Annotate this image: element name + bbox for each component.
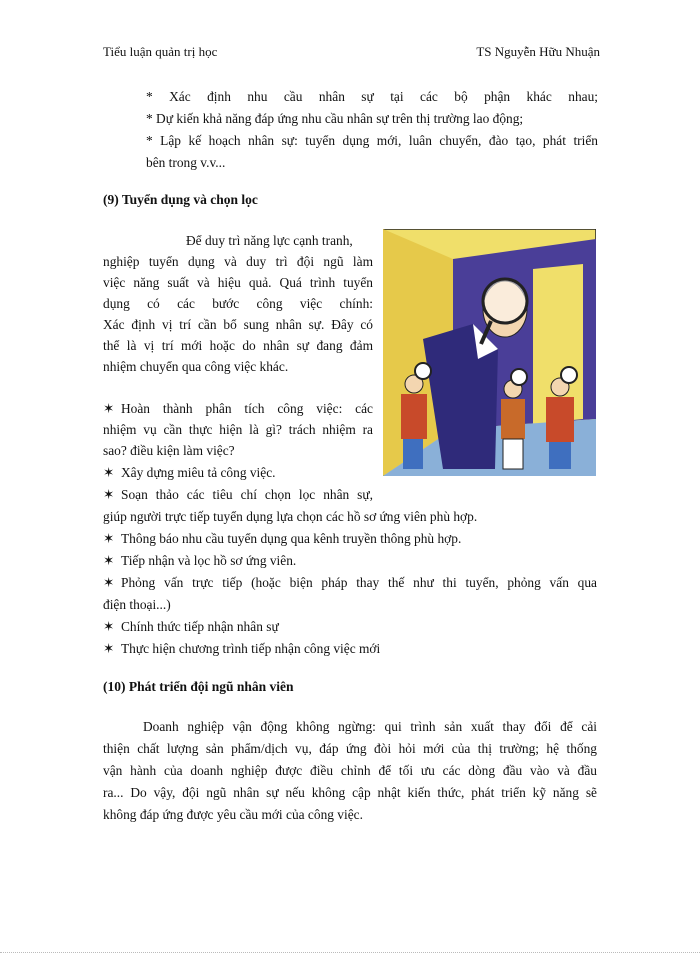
step-1-line-2: nhiệm vụ cần thực hiện là gì? trách nhiệm ra <box>103 422 373 437</box>
section-9-para-line-4: dụng có các bước công việc chính: <box>103 296 373 311</box>
step-7: ✶ Chính thức tiếp nhận nhân sự <box>103 616 603 638</box>
step-5: ✶ Tiếp nhận và lọc hồ sơ ứng viên. <box>103 550 603 572</box>
section-9-para-line-5: Xác định vị trí cần bổ sung nhân sự. Đây có <box>103 317 373 332</box>
star-bullet-icon: ✶ <box>103 531 115 546</box>
intro-bullet-1: * Xác định nhu cầu nhân sự tại các bộ phận khác nhau; <box>146 89 598 104</box>
star-bullet-icon: ✶ <box>103 487 115 502</box>
section-9-para-line-6: thể là vị trí mới hoặc do nhân sự đang đảm <box>103 338 373 353</box>
step-6-line-2: điện thoại...) <box>103 597 171 612</box>
section-9-para-line-3: việc năng suất và hiệu quả. Quá trình tuyển <box>103 275 373 290</box>
star-bullet-icon: ✶ <box>103 619 115 634</box>
magnifier-glass-icon <box>483 279 527 323</box>
section-9-para-line-7: nhiệm chuyển qua công việc khác. <box>103 359 289 374</box>
step-2: ✶ Xây dựng miêu tả công việc. <box>103 462 373 484</box>
intro-bullet-3-cont: bên trong v.v... <box>146 155 226 170</box>
intro-bullet-3: * Lập kế hoạch nhân sự: tuyển dụng mới, luân chuyển, đào tạo, phát triển <box>146 133 598 148</box>
star-bullet-icon: ✶ <box>103 553 115 568</box>
section-9-para-line-2: nghiệp tuyển dụng và duy trì đội ngũ làm <box>103 254 373 269</box>
step-1-line-3: sao? điều kiện làm việc? <box>103 443 235 458</box>
section-10-para-line-4: ra... Do vậy, đội ngũ nhân sự nếu không cập nhật kiến thức, phát triển kỹ năng sẽ <box>103 785 597 800</box>
star-bullet-icon: ✶ <box>103 465 115 480</box>
header-right-author: TS Nguyễn Hữu Nhuận <box>476 44 600 59</box>
step-1-line-1: ✶ Hoàn thành phân tích công việc: các <box>103 398 373 420</box>
section-10-para-line-5: không đáp ứng được yêu cầu mới của công việc. <box>103 807 363 822</box>
step-3-line-2: giúp người trực tiếp tuyển dụng lựa chọn các hồ sơ ứng viên phù hợp. <box>103 509 478 524</box>
section-10-title: (10) Phát triển đội ngũ nhân viên <box>103 679 294 694</box>
step-8: ✶ Thực hiện chương trình tiếp nhận công việc mới <box>103 638 603 660</box>
star-bullet-icon: ✶ <box>103 401 115 416</box>
star-bullet-icon: ✶ <box>103 641 115 656</box>
intro-bullet-2: * Dự kiến khả năng đáp ứng nhu cầu nhân sự trên thị trường lao động; <box>146 111 524 126</box>
section-10-para-line-2: thiện chất lượng sản phẩm/dịch vụ, đáp ứng đòi hỏi mới của thị trường; hệ thống <box>103 741 597 756</box>
section-9-title: (9) Tuyển dụng và chọn lọc <box>103 192 258 207</box>
star-bullet-icon: ✶ <box>103 575 115 590</box>
page-bottom-border <box>0 952 700 953</box>
section-9-para-line-1: Để duy trì năng lực cạnh tranh, <box>186 233 353 248</box>
section-10-para-line-1: Doanh nghiệp vận động không ngừng: qui trình sản xuất thay đổi để cải <box>143 719 597 734</box>
step-4: ✶ Thông báo nhu cầu tuyển dụng qua kênh truyền thông phù hợp. <box>103 528 603 550</box>
section-10-para-line-3: vận hành của doanh nghiệp được điều chỉnh để tối ưu các dòng đầu vào và đầu <box>103 763 597 778</box>
header-left-title: Tiểu luận quản trị học <box>103 44 218 59</box>
recruitment-illustration <box>383 229 596 476</box>
step-3-line-1: ✶ Soạn thảo các tiêu chí chọn lọc nhân sự, <box>103 484 373 506</box>
step-6-line-1: ✶ Phỏng vấn trực tiếp (hoặc biện pháp thay thế như thi tuyển, phỏng vấn qua <box>103 572 597 594</box>
